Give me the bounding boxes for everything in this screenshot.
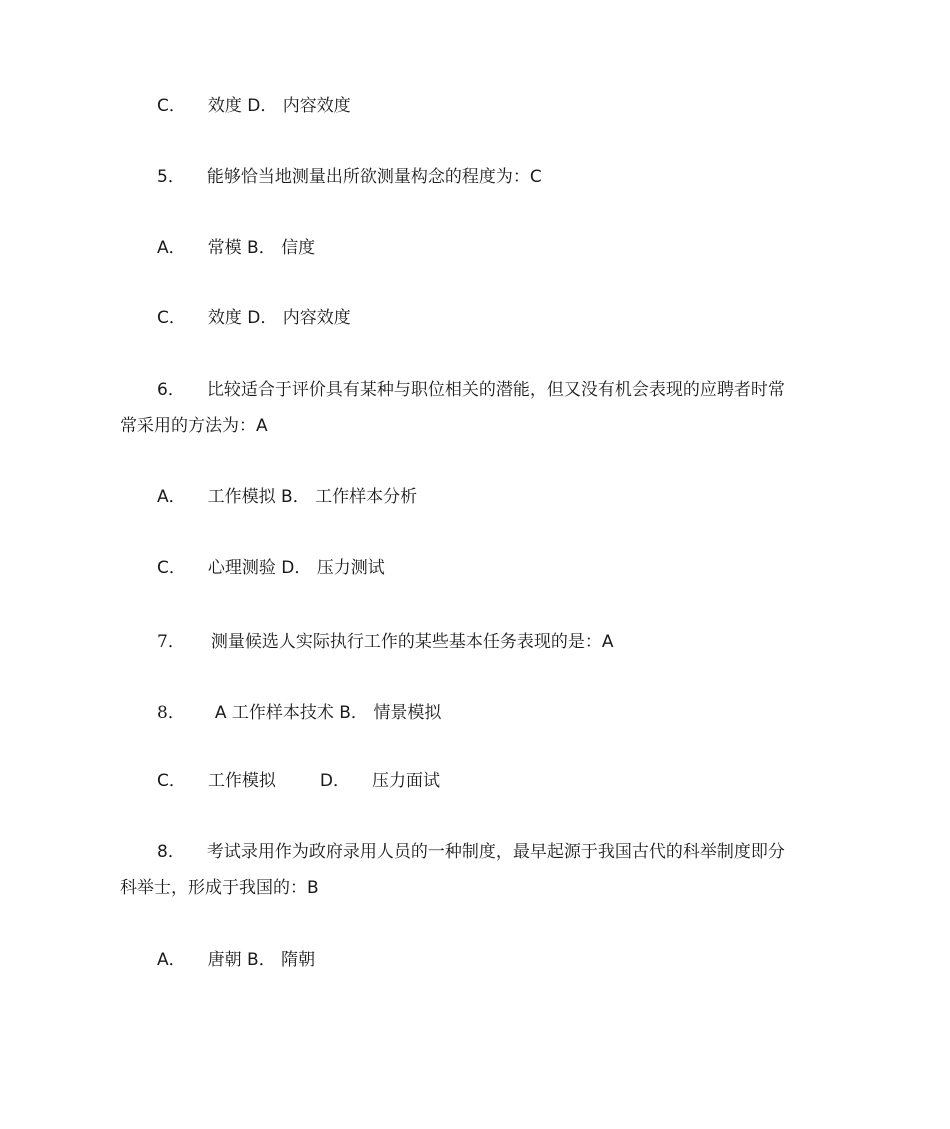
option-line: [157, 948, 315, 972]
option-line: [157, 769, 440, 793]
question-continuation: 常采用的方法为：A: [120, 416, 268, 436]
item-number-second: D．: [319, 771, 350, 791]
item-number: C．: [157, 771, 186, 791]
question-text: 能够恰当地测量出所欲测量构念的程度为：C: [206, 167, 542, 187]
question-continuation: 科举士，形成于我国的：B: [120, 878, 319, 898]
question-line: [157, 630, 613, 654]
question-text: 比较适合于评价具有某种与职位相关的潜能，但又没有机会表现的应聘者时常: [206, 380, 785, 400]
question-number: 7．: [157, 632, 185, 652]
question-number: 5．: [157, 167, 185, 187]
item-text: 效度 D． 内容效度: [207, 96, 351, 116]
item-number: C．: [157, 558, 186, 578]
item-number: C．: [157, 308, 186, 328]
item-number: 8．: [157, 703, 185, 723]
item-number: A．: [157, 950, 186, 970]
question-number: 6．: [157, 380, 185, 400]
option-line: [157, 701, 441, 725]
option-line: [157, 306, 351, 330]
question-line: [157, 165, 542, 189]
option-line: [157, 485, 417, 509]
question-text: 考试录用作为政府录用人员的一种制度，最早起源于我国古代的科举制度即分: [206, 842, 785, 862]
question-line: [157, 378, 785, 402]
question-line: [157, 840, 785, 864]
item-text: 唐朝 B． 隋朝: [207, 950, 316, 970]
item-text: 工作模拟 B． 工作样本分析: [207, 487, 418, 507]
question-number: 8．: [157, 842, 185, 862]
question-text: 测量候选人实际执行工作的某些基本任务表现的是：A: [210, 632, 614, 652]
item-number: A．: [157, 487, 186, 507]
item-text: 常模 B． 信度: [207, 238, 316, 258]
item-text-second: 压力面试: [371, 771, 440, 791]
option-line: [157, 94, 351, 118]
item-text: A 工作样本技术 B． 情景模拟: [214, 703, 442, 723]
item-text: 工作模拟: [207, 771, 276, 791]
item-number: C．: [157, 96, 186, 116]
item-text: 心理测验 D． 压力测试: [207, 558, 385, 578]
item-number: A．: [157, 238, 186, 258]
option-line: [157, 236, 315, 260]
option-line: [157, 556, 385, 580]
item-text: 效度 D． 内容效度: [207, 308, 351, 328]
